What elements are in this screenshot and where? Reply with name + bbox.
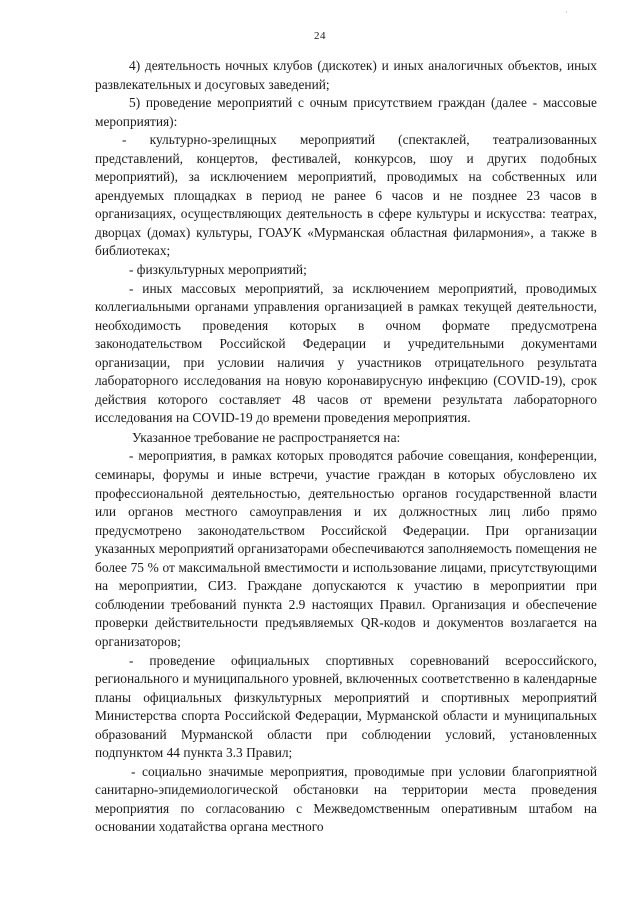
page-number: 24 — [314, 30, 326, 42]
paragraph-exception-meetings: - мероприятия, в рамках которых проводятся рабочие совещания, конференции, семинары, форумы и иные встречи, участие граждан в которых обусловлено их профессиональной деятельностью, деятельностью органов государственной власти или органов местного самоуправления и их должностных лиц либо прямо предусмотрено законодательством Российской Федерации. При организации указанных мероприятий организаторами обеспечиваются заполняемость помещения не более 75 % от максимальной вместимости и использование лицами, присутствующими на мероприятии, СИЗ. Граждане допускаются к участию в мероприятии при соблюдении требований пункта 2.9 настоящих Правил. Организация и обеспечение проверки действительности предъявляемых QR-кодов и документов возлагается на организаторов; — [95, 448, 597, 649]
paragraph-item-5: 5) проведение мероприятий с очным присутствием граждан (далее - массовые мероприятия): — [95, 95, 597, 129]
paragraph-exception-heading: Указанное требование не распространяется на: — [132, 429, 401, 445]
paragraph-item-4: 4) деятельность ночных клубов (дискотек) и иных аналогичных объектов, иных развлекательных и досуговых заведений; — [95, 58, 597, 92]
document-body — [95, 57, 597, 837]
paragraph-sport-events: - физкультурных мероприятий; — [129, 262, 307, 278]
scan-mark: · — [565, 8, 568, 17]
paragraph-exception-competitions: - проведение официальных спортивных соревнований всероссийского, регионального и муниципального уровней, включенных соответственно в календарные планы официальных физкультурных мероприятий и спортивных мероприятий Министерства спорта Российской Федерации, Мурманской области и муниципальных образований Мурманской области при соблюдении условий, установленных подпунктом 44 пункта 3.3 Правил; — [95, 652, 597, 761]
paragraph-cultural-events: - культурно-зрелищных мероприятий (спектаклей, театрализованных представлений, концертов, фестивалей, конкурсов, шоу и других подобных мероприятий), за исключением мероприятий, проводимых на собственных или арендуемых площадках в период не ранее 6 часов и не позднее 23 часов в организациях, осуществляющих деятельность в сфере культуры и искусства: театрах, дворцах (домах) культуры, ГОАУК «Мурманская областная филармония», а также в библиотеках; — [95, 132, 597, 259]
paragraph-other-mass-events: - иных массовых мероприятий, за исключением мероприятий, проводимых коллегиальными органами управления организацией в рамках текущей деятельности, необходимость проведения которых в очном формате предусмотрена законодательством Российской Федерации и учредительными документами организации, при условии наличия у участников отрицательного результата лабораторного исследования на новую коронавирусную инфекцию (COVID-19), срок действия которого составляет 48 часов от времени результата лабораторного исследования на COVID-19 до времени проведения мероприятия. — [95, 280, 597, 426]
paragraph-exception-social-events: - социально значимые мероприятия, проводимые при условии благоприятной санитарно-эпидемиологической обстановки на территории места проведения мероприятия по согласованию с Межведомственным оперативным штабом на основании ходатайства органа местного — [95, 763, 597, 835]
